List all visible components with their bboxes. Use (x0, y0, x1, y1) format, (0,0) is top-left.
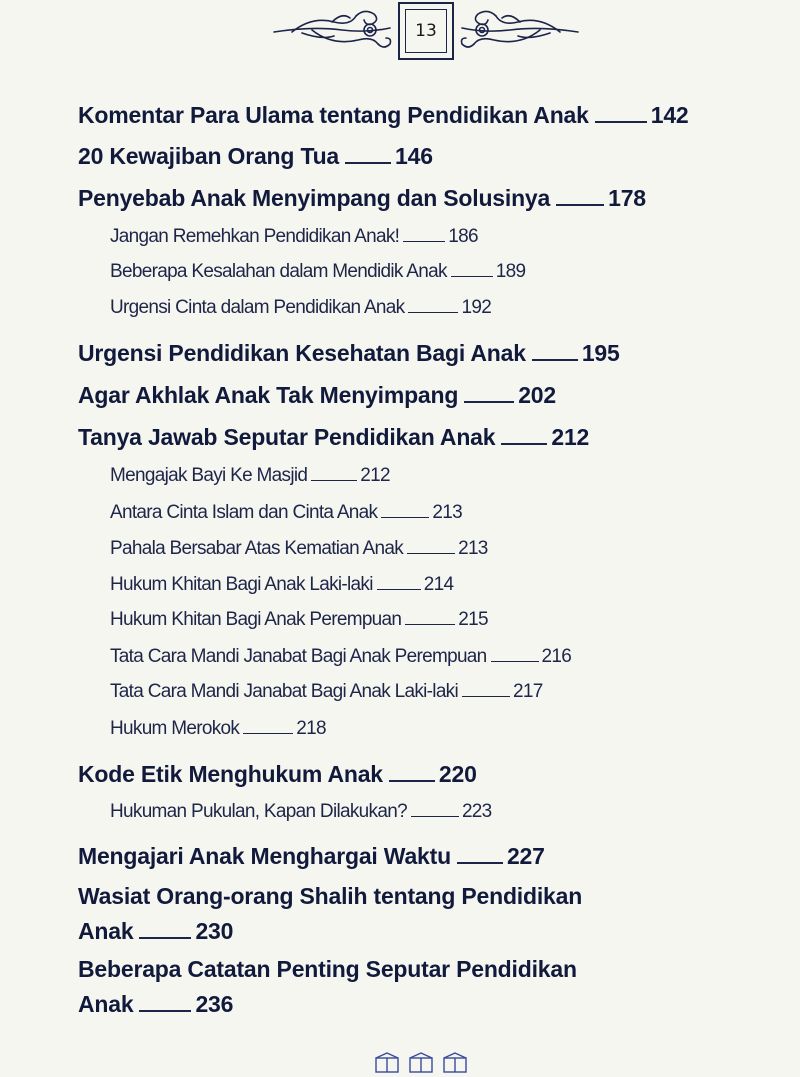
toc-entry-continuation (78, 991, 233, 1017)
toc-leader (491, 661, 539, 662)
toc-entry-title: Wasiat Orang-orang Shalih tentang Pendidikan (78, 883, 583, 909)
toc-entry-title: Anak (78, 991, 134, 1017)
toc-entry-page: 213 (458, 538, 488, 559)
toc-entry-title: Mengajak Bayi Ke Masjid (110, 465, 308, 486)
toc-leader (139, 1010, 191, 1012)
toc-entry-title: Komentar Para Ulama tentang Pendidikan Anak (78, 102, 589, 128)
toc-entry-title: Tata Cara Mandi Janabat Bagi Anak Laki-laki (110, 681, 459, 702)
toc-subentry (110, 502, 462, 524)
toc-entry-page: 178 (608, 185, 646, 211)
toc-entry-page: 215 (458, 609, 488, 630)
toc-entry-title: Tanya Jawab Seputar Pendidikan Anak (78, 424, 496, 450)
toc-entry-title: Anak (78, 918, 134, 944)
toc-entry-continuation (78, 918, 233, 944)
toc-entry-title: Hukuman Pukulan, Kapan Dilakukan? (110, 801, 407, 822)
toc-subentry (110, 297, 491, 319)
toc-leader (501, 443, 547, 445)
toc-entry (78, 883, 582, 909)
toc-leader (462, 696, 510, 697)
toc-entry-title: Urgensi Cinta dalam Pendidikan Anak (110, 297, 405, 318)
toc-entry-page: 218 (296, 718, 326, 739)
toc-entry (78, 102, 689, 128)
toc-leader (243, 733, 293, 734)
toc-entry-title: Urgensi Pendidikan Kesehatan Bagi Anak (78, 340, 526, 366)
toc-entry-page: 213 (432, 502, 462, 523)
toc-entry-title: Kode Etik Menghukum Anak (78, 761, 383, 787)
toc-entry-page: 220 (438, 761, 477, 787)
toc-entry (78, 340, 620, 366)
toc-entry (78, 185, 646, 211)
toc-entry-title: Antara Cinta Islam dan Cinta Anak (110, 502, 378, 523)
toc-leader (403, 241, 445, 242)
toc-leader (345, 162, 391, 164)
toc-entry-page: 212 (551, 424, 590, 450)
toc-entry-page: 227 (506, 843, 545, 869)
toc-entry (78, 843, 545, 869)
toc-entry-title: Hukum Khitan Bagi Anak Laki-laki (110, 574, 373, 595)
toc-subentry (110, 646, 571, 668)
toc-leader (464, 401, 514, 403)
toc-entry (78, 143, 433, 169)
toc-entry-page: 230 (195, 918, 234, 944)
toc-entry-page: 216 (541, 646, 572, 667)
toc-entry-page: 217 (513, 681, 543, 702)
toc-subentry (110, 261, 525, 283)
toc-subentry (110, 465, 390, 487)
toc-leader (556, 204, 604, 206)
toc-entry-title: Beberapa Kesalahan dalam Mendidik Anak (110, 261, 447, 282)
toc-entry-page: 189 (495, 261, 526, 282)
footer-ornament-icon (374, 1052, 470, 1074)
toc-entry-title: Pahala Bersabar Atas Kematian Anak (110, 538, 404, 559)
toc-leader (451, 276, 493, 277)
page-number: 13 (405, 9, 447, 53)
toc-leader (139, 937, 191, 939)
toc-entry-page: 202 (518, 382, 556, 408)
toc-entry-page: 212 (360, 465, 390, 486)
toc-entry (78, 956, 577, 982)
toc-entry (78, 382, 556, 408)
toc-entry-page: 192 (461, 297, 492, 318)
toc-subentry (110, 574, 453, 596)
toc-entry-title: Mengajari Anak Menghargai Waktu (78, 843, 451, 869)
toc-leader (405, 624, 455, 625)
toc-leader (381, 517, 429, 518)
toc-entry-page: 195 (581, 340, 620, 366)
toc-leader (595, 121, 647, 123)
toc-subentry (110, 538, 488, 560)
toc-subentry (110, 609, 488, 631)
toc-entry-page: 146 (395, 143, 433, 169)
toc-entry-page: 186 (448, 226, 478, 247)
toc-entry-title: Hukum Khitan Bagi Anak Perempuan (110, 609, 402, 630)
toc-leader (457, 862, 503, 864)
toc-entry-title: Agar Akhlak Anak Tak Menyimpang (78, 382, 459, 408)
toc-subentry (110, 801, 492, 823)
toc-entry-title: Hukum Merokok (110, 718, 240, 739)
toc-entry-title: Tata Cara Mandi Janabat Bagi Anak Perempuan (110, 646, 487, 667)
toc-leader (389, 780, 435, 782)
toc-entry-title: Penyebab Anak Menyimpang dan Solusinya (78, 185, 551, 211)
toc-entry (78, 424, 589, 450)
toc-entry-title: Beberapa Catatan Penting Seputar Pendidikan (78, 956, 577, 982)
toc-entry-page: 223 (461, 801, 492, 822)
toc-subentry (110, 681, 543, 703)
toc-leader (411, 816, 459, 817)
toc-entry-page: 142 (650, 102, 689, 128)
toc-leader (408, 312, 458, 313)
toc-entry-page: 236 (195, 991, 234, 1017)
toc-entry-title: 20 Kewajiban Orang Tua (78, 143, 340, 169)
toc-leader (377, 589, 421, 590)
toc-leader (407, 553, 455, 554)
toc-entry (78, 761, 477, 787)
toc-subentry (110, 718, 326, 740)
toc-entry-title: Jangan Remehkan Pendidikan Anak! (110, 226, 400, 247)
toc-subentry (110, 226, 478, 248)
toc-leader (532, 359, 578, 361)
toc-leader (311, 480, 357, 481)
toc-entry-page: 214 (423, 574, 454, 595)
